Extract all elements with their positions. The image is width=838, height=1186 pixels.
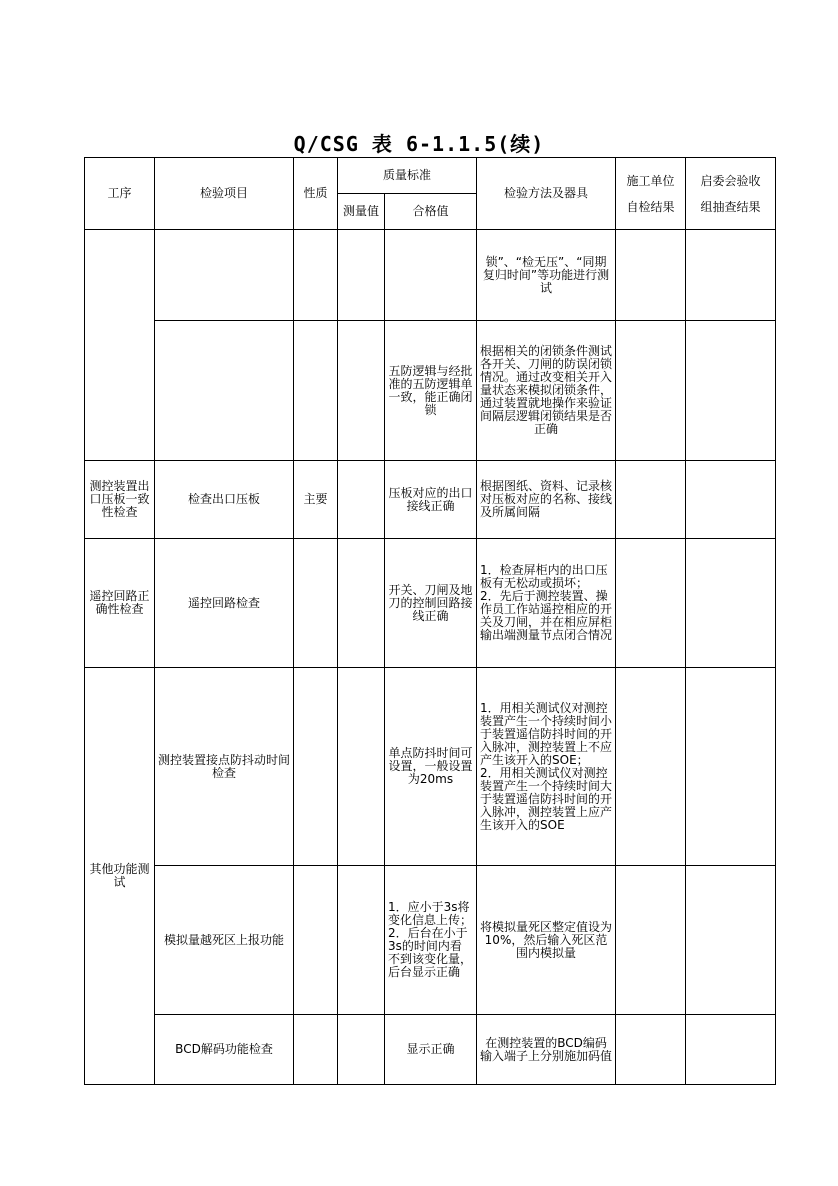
cell-nature	[294, 321, 338, 461]
header-committee-line2: 组抽查结果	[700, 199, 761, 214]
cell-nature	[294, 539, 338, 668]
cell-committee-result	[686, 230, 776, 321]
header-construction-result	[616, 158, 686, 230]
cell-qualified: 1．应小于3s将变化信息上传； 2．后台在小于3s的时间内看不到该变化量，后台显示正确	[385, 866, 477, 1015]
header-construction-line1: 施工单位	[626, 173, 675, 188]
header-construction-line2: 自检结果	[626, 199, 675, 214]
cell-construction-result	[616, 539, 686, 668]
cell-method: 1．用相关测试仪对测控装置产生一个持续时间小于装置遥信防抖时间的开入脉冲，测控装置上不应产生该开入的SOE； 2．用相关测试仪对测控装置产生一个持续时间大于装置遥信防抖时间的开入脉冲，测控装置上应产生该开入的SOE	[477, 668, 616, 866]
header-item: 检验项目	[155, 158, 294, 230]
header-qualified: 合格值	[385, 194, 477, 230]
cell-item: 模拟量越死区上报功能	[155, 866, 294, 1015]
cell-measured	[338, 461, 385, 539]
cell-process: 测控装置出口压板一致性检查	[85, 461, 155, 539]
cell-nature	[294, 668, 338, 866]
cell-construction-result	[616, 1015, 686, 1085]
cell-nature	[294, 230, 338, 321]
cell-nature	[294, 1015, 338, 1085]
table-row	[85, 539, 776, 668]
cell-nature: 主要	[294, 461, 338, 539]
header-committee-line1: 启委会验收	[700, 173, 761, 188]
cell-method: 根据相关的闭锁条件测试各开关、刀闸的防误闭锁情况。通过改变相关开入量状态来模拟闭锁条件，通过装置就地操作来验证间隔层逻辑闭锁结果是否正确	[477, 321, 616, 461]
cell-item	[155, 230, 294, 321]
cell-construction-result	[616, 461, 686, 539]
cell-item: 遥控回路检查	[155, 539, 294, 668]
cell-construction-result	[616, 866, 686, 1015]
cell-process	[85, 230, 155, 461]
cell-method: 1．检查屏柜内的出口压板有无松动或损坏； 2．先后于测控装置、操作员工作站遥控相应的开关及刀闸，并在相应屏柜输出端测量节点闭合情况	[477, 539, 616, 668]
cell-measured	[338, 321, 385, 461]
cell-qualified: 开关、刀闸及地刀的控制回路接线正确	[385, 539, 477, 668]
cell-measured	[338, 668, 385, 866]
cell-method: 在测控装置的BCD编码输入端子上分别施加码值	[477, 1015, 616, 1085]
cell-process: 其他功能测试	[85, 668, 155, 1085]
header-measured: 测量值	[338, 194, 385, 230]
cell-method: 根据图纸、资料、记录核对压板对应的名称、接线及所属间隔	[477, 461, 616, 539]
cell-item	[155, 321, 294, 461]
cell-measured	[338, 230, 385, 321]
cell-measured	[338, 1015, 385, 1085]
table-row	[85, 230, 776, 321]
cell-item: BCD解码功能检查	[155, 1015, 294, 1085]
cell-committee-result	[686, 668, 776, 866]
cell-method: 锁”、“检无压”、“同期复归时间”等功能进行测试	[477, 230, 616, 321]
cell-qualified: 单点防抖时间可设置，一般设置为20ms	[385, 668, 477, 866]
cell-qualified	[385, 230, 477, 321]
table-row	[85, 1015, 776, 1085]
cell-committee-result	[686, 539, 776, 668]
cell-process: 遥控回路正确性检查	[85, 539, 155, 668]
cell-committee-result	[686, 866, 776, 1015]
cell-committee-result	[686, 321, 776, 461]
cell-item: 测控装置接点防抖动时间检查	[155, 668, 294, 866]
cell-construction-result	[616, 668, 686, 866]
cell-construction-result	[616, 230, 686, 321]
cell-method: 将模拟量死区整定值设为10%，然后输入死区范围内模拟量	[477, 866, 616, 1015]
header-committee-result	[686, 158, 776, 230]
cell-qualified: 显示正确	[385, 1015, 477, 1085]
cell-qualified: 压板对应的出口接线正确	[385, 461, 477, 539]
inspection-table	[84, 157, 776, 1085]
form-title: Q/CSG 表 6-1.1.5(续)	[293, 132, 545, 156]
cell-qualified: 五防逻辑与经批准的五防逻辑单一致，能正确闭锁	[385, 321, 477, 461]
cell-measured	[338, 539, 385, 668]
header-method: 检验方法及器具	[477, 158, 616, 230]
cell-nature	[294, 866, 338, 1015]
cell-measured	[338, 866, 385, 1015]
cell-construction-result	[616, 321, 686, 461]
table-row	[85, 668, 776, 866]
cell-committee-result	[686, 461, 776, 539]
cell-committee-result	[686, 1015, 776, 1085]
table-row	[85, 866, 776, 1015]
cell-item: 检查出口压板	[155, 461, 294, 539]
table-row	[85, 461, 776, 539]
header-nature: 性质	[294, 158, 338, 230]
header-process: 工序	[85, 158, 155, 230]
table-row	[85, 321, 776, 461]
header-quality-standard: 质量标准	[338, 158, 477, 194]
